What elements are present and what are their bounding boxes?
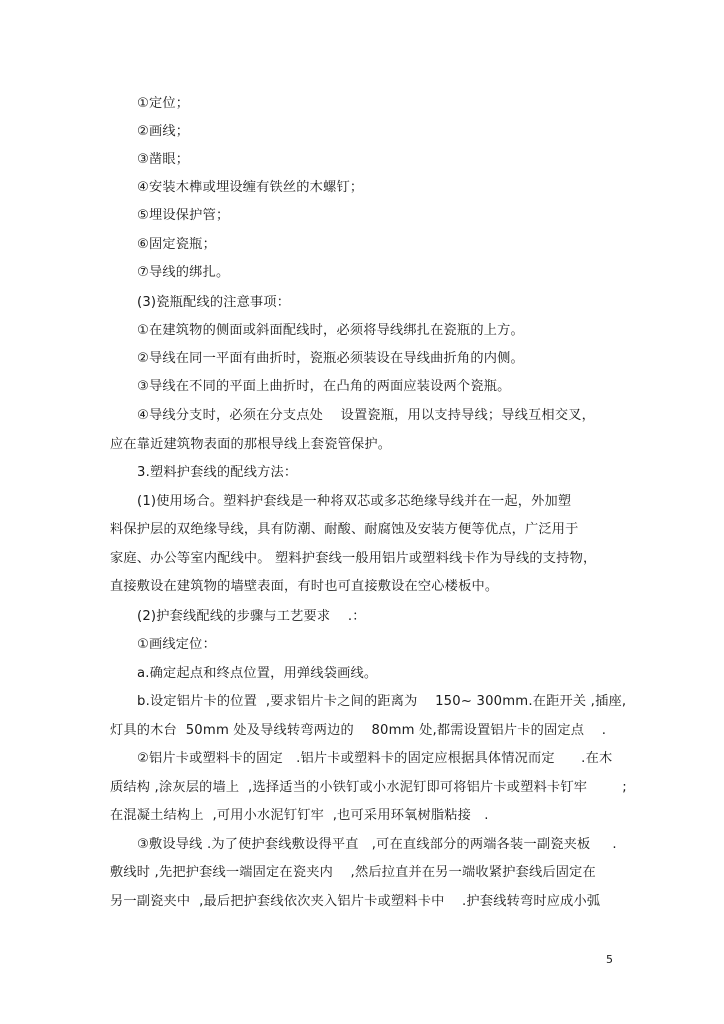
text-line: 敷线时 ,先把护套线一端固定在瓷夹内 ,然后拉直并在另一端收紧护套线后固定在 [110,865,596,880]
text-line: ①在建筑物的侧面或斜面配线时，必须将导线绑扎在瓷瓶的上方。 [137,323,524,338]
text-line: ①定位； [137,96,190,111]
text-line: 料保护层的双绝缘导线，具有防潮、耐酸、耐腐蚀及安装方便等优点，广泛用于 [110,522,579,537]
text-line: a.确定起点和终点位置，用弹线袋画线。 [137,666,378,681]
text-line: ④导线分支时，必须在分支点处 设置瓷瓶，用以支持导线；导线互相交叉， [137,408,595,423]
text-line: ②画线； [137,124,190,139]
text-line: ②导线在同一平面有曲折时，瓷瓶必须装设在导线曲折角的内侧。 [137,351,524,366]
section-heading: (2)护套线配线的步骤与工艺要求 .： [137,609,366,624]
text-line: ②铝片卡或塑料卡的固定 .铝片卡或塑料卡的固定应根据具体情况而定 .在木 [137,751,613,766]
page-number: 5 [606,953,613,966]
text-line: b.设定铝片卡的位置 ,要求铝片卡之间的距离为 150~ 300mm.在距开关 ,插座, [137,694,627,709]
section-heading: 3.塑料护套线的配线方法： [137,465,298,480]
text-line: (1)使用场合。塑料护套线是一种将双芯或多芯绝缘导线并在一起，外加塑 [137,494,572,509]
text-line: 灯具的木台 50mm 处及导线转弯两边的 80mm 处,都需设置铝片卡的固定点 . [110,723,607,738]
text-line: ④安装木榫或埋设缠有铁丝的木螺钉； [137,180,364,195]
section-heading: (3)瓷瓶配线的注意事项： [137,295,291,310]
text-line: 另一副瓷夹中 ,最后把护套线依次夹入铝片卡或塑料卡中 .护套线转弯时应成小弧 [110,894,601,909]
text-line: ③导线在不同的平面上曲折时，在凸角的两面应装设两个瓷瓶。 [137,379,511,394]
text-line: 质结构 ,涂灰层的墙上 ,选择适当的小铁钉或小水泥钉即可将铝片卡或塑料卡钉牢 ; [110,780,627,795]
text-line: 直接敷设在建筑物的墙壁表面，有时也可直接敷设在空心楼板中。 [110,579,499,594]
text-line: 应在靠近建筑物表面的那根导线上套瓷管保护。 [110,437,392,452]
text-line: ⑦导线的绑扎。 [137,265,230,280]
text-line: 家庭、办公等室内配线中。 塑料护套线一般用铝片或塑料线卡作为导线的支持物， [110,551,597,566]
text-line: ③敷设导线 .为了使护套线敷设得平直 ,可在直线部分的两端各装一副瓷夹板 . [137,837,617,852]
text-line: ③凿眼； [137,152,190,167]
text-line: ⑥固定瓷瓶； [137,237,216,252]
text-line: ①画线定位： [137,637,216,652]
text-line: ⑤埋设保护管； [137,208,230,223]
text-line: 在混凝土结构上 ,可用小水泥钉钉牢 ,也可采用环氧树脂粘接 . [110,808,489,823]
